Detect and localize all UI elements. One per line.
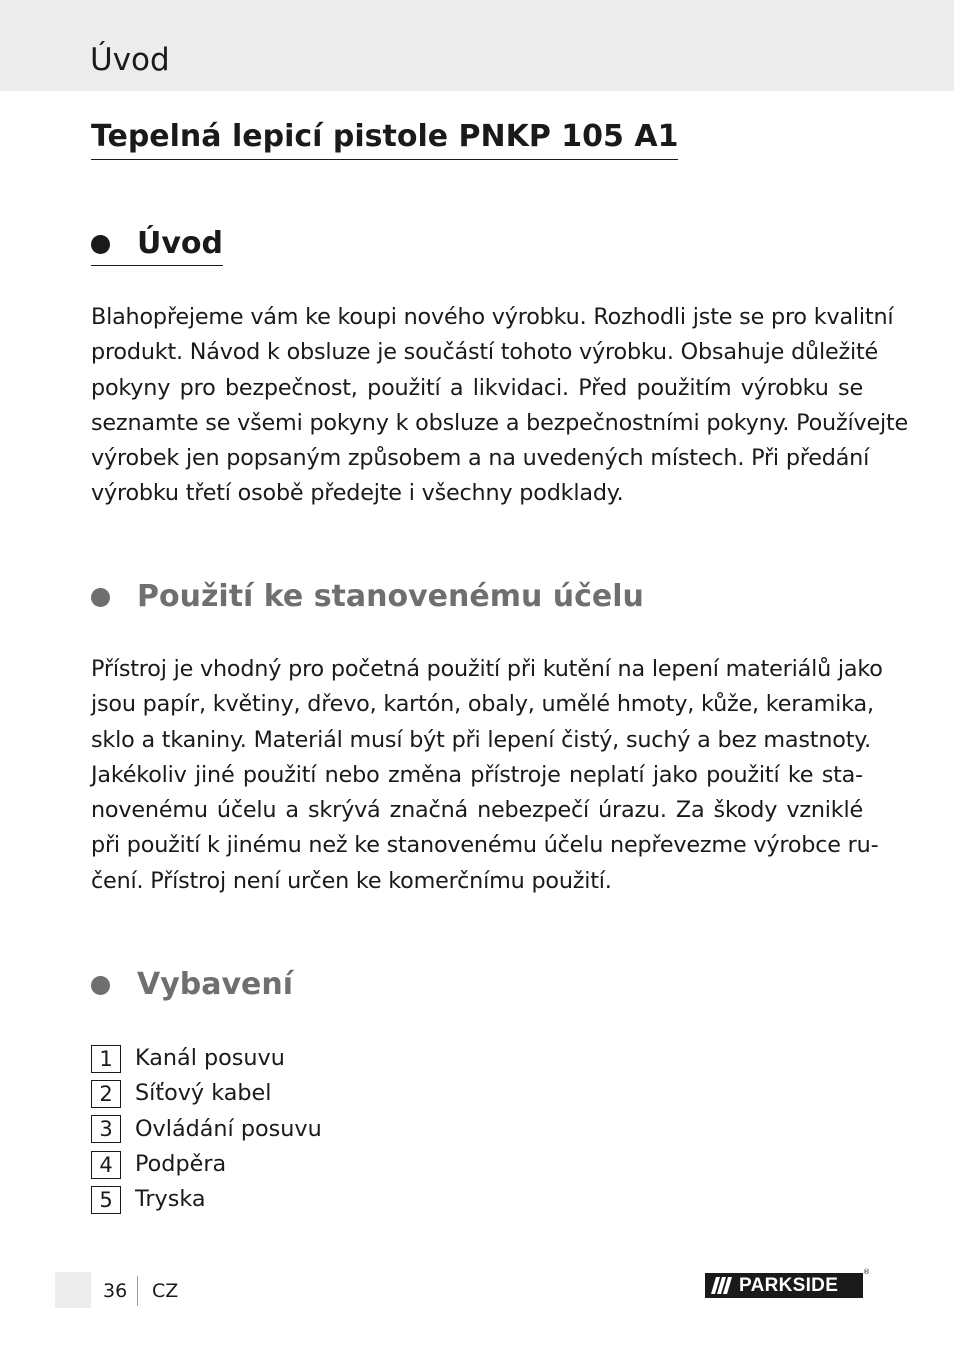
brand-stripes-icon bbox=[705, 1273, 735, 1298]
list-item bbox=[91, 1041, 322, 1076]
item-number-box: 4 bbox=[91, 1151, 121, 1179]
paragraph-line: čení. Přístroj není určen ke komerčnímu použití. bbox=[91, 867, 612, 894]
language-code: CZ bbox=[152, 1280, 179, 1302]
paragraph-line: výrobek jen popsaným způsobem a na uvedených místech. Při předání bbox=[91, 445, 870, 472]
header-section-title: Úvod bbox=[90, 42, 170, 78]
paragraph-line: seznamte se všemi pokyny k obsluze a bezpečnostními pokyny. Používejte bbox=[91, 409, 909, 436]
item-label: Ovládání posuvu bbox=[135, 1115, 322, 1142]
intro-paragraph bbox=[91, 300, 909, 512]
paragraph-line: výrobku třetí osobě předejte i všechny podklady. bbox=[91, 480, 624, 507]
bullet-icon bbox=[91, 588, 110, 607]
footer-marker bbox=[55, 1272, 91, 1308]
paragraph-line: Jakékoliv jiné použití nebo změna přístroje neplatí jako použití ke sta- bbox=[91, 761, 863, 788]
list-item bbox=[91, 1147, 322, 1182]
heading-text: Použití ke stanovenému účelu bbox=[137, 579, 644, 614]
paragraph-line: Blahopřejeme vám ke koupi nového výrobku. Rozhodli jste se pro kvalitní bbox=[91, 304, 894, 330]
bullet-icon bbox=[91, 235, 110, 254]
paragraph-line: jsou papír, květiny, dřevo, kartón, obaly, umělé hmoty, kůže, keramika, bbox=[91, 691, 874, 718]
list-item bbox=[91, 1112, 322, 1147]
item-label: Síťový kabel bbox=[135, 1080, 272, 1107]
list-item bbox=[91, 1076, 322, 1111]
bullet-icon bbox=[91, 976, 110, 995]
brand-name: PARKSIDE bbox=[739, 1275, 839, 1296]
paragraph-line: při použití k jinému než ke stanovenému účelu nepřevezme výrobce ru- bbox=[91, 832, 879, 859]
paragraph-line: sklo a tkaniny. Materiál musí být při lepení čistý, suchý a bez mastnoty. bbox=[91, 726, 871, 753]
footer-divider bbox=[137, 1276, 138, 1306]
list-item bbox=[91, 1182, 322, 1217]
document-title: Tepelná lepicí pistole PNKP 105 A1 bbox=[91, 117, 678, 160]
page-number: 36 bbox=[103, 1280, 128, 1302]
item-number-box: 3 bbox=[91, 1115, 121, 1143]
item-label: Kanál posuvu bbox=[135, 1045, 285, 1072]
item-label: Podpěra bbox=[135, 1151, 227, 1178]
paragraph-line: pokyny pro bezpečnost, použití a likvidaci. Před použitím výrobku se bbox=[91, 374, 863, 401]
section-heading-intro bbox=[91, 224, 223, 266]
heading-text: Úvod bbox=[137, 226, 224, 261]
item-label: Tryska bbox=[135, 1186, 206, 1213]
heading-underline bbox=[91, 224, 223, 266]
item-number-box: 2 bbox=[91, 1080, 121, 1108]
brand-logo bbox=[705, 1268, 870, 1298]
equipment-list bbox=[91, 1041, 322, 1217]
section-heading-equipment bbox=[91, 965, 293, 1005]
section-heading-intended-use bbox=[91, 577, 644, 617]
paragraph-line: produkt. Návod k obsluze je součástí tohoto výrobku. Obsahuje důležité bbox=[91, 339, 879, 366]
item-number-box: 5 bbox=[91, 1186, 121, 1214]
item-number-box: 1 bbox=[91, 1045, 121, 1073]
paragraph-line: novenému účelu a skrývá značná nebezpečí úrazu. Za škody vzniklé bbox=[91, 797, 863, 824]
heading-text: Vybavení bbox=[137, 967, 294, 1002]
paragraph-line: Přístroj je vhodný pro početná použití při kutění na lepení materiálů jako bbox=[91, 656, 883, 682]
intended-use-paragraph bbox=[91, 652, 883, 899]
registered-mark: ® bbox=[863, 1268, 870, 1276]
